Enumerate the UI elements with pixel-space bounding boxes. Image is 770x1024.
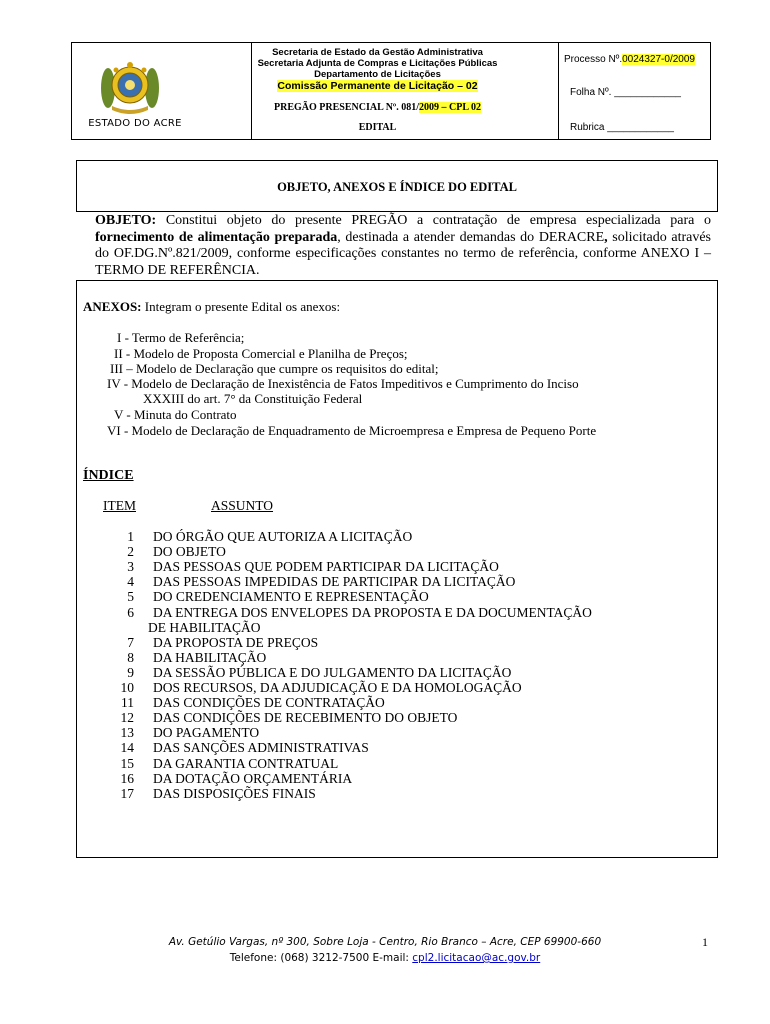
indice-item-number: 12	[120, 710, 134, 726]
indice-item-subject: DA GARANTIA CONTRATUAL	[153, 755, 339, 771]
indice-item-number: 8	[127, 649, 134, 665]
header-line-secretaria-adjunta: Secretaria Adjunta de Compras e Licitações Públicas	[257, 58, 498, 69]
objeto-bold: fornecimento de alimentação preparada	[95, 229, 338, 245]
footer-address: Av. Getúlio Vargas, nº 300, Sobre Loja - Centro, Rio Branco – Acre, CEP 69900-660	[168, 936, 602, 948]
pregao-highlight: 2009 – CPL 02	[419, 102, 481, 113]
indice-item-number: 6	[127, 604, 134, 620]
anexo-item: II - Modelo de Proposta Comercial e Planilha de Preços;	[114, 346, 408, 361]
anexos-intro-text: Integram o presente Edital os anexos:	[141, 299, 341, 314]
objeto-label: OBJETO:	[95, 213, 157, 228]
page-number: 1	[702, 935, 708, 949]
page-title: OBJETO, ANEXOS E ÍNDICE DO EDITAL	[277, 180, 517, 194]
indice-item-subject: DA SESSÃO PÚBLICA E DO JULGAMENTO DA LICITAÇÃO	[153, 664, 512, 680]
indice-item-number: 3	[127, 559, 134, 575]
processo-value: 0024327-0/2009	[622, 54, 695, 65]
anexo-item: VI - Modelo de Declaração de Enquadramento de Microempresa e Empresa de Pequeno Porte	[107, 423, 597, 438]
indice-item-subject: DAS CONDIÇÕES DE RECEBIMENTO DO OBJETO	[153, 710, 458, 726]
indice-item-number: 15	[120, 755, 134, 771]
pregao-prefix: PREGÃO PRESENCIAL Nº. 081/	[274, 102, 420, 113]
indice-item-subject: DA ENTREGA DOS ENVELOPES DA PROPOSTA E DA DOCUMENTAÇÃO	[153, 604, 592, 620]
header-line-secretaria: Secretaria de Estado da Gestão Administrativa	[272, 47, 483, 58]
indice-item-number: 11	[121, 695, 134, 711]
objeto-text: Constitui objeto do presente PREGÃO a contratação de empresa especializada para o	[156, 213, 711, 228]
header-line-departamento: Departamento de Licitações	[314, 69, 441, 80]
pregao-line	[250, 102, 505, 113]
estado-label: ESTADO DO ACRE	[88, 118, 182, 129]
indice-item-subject: DAS SANÇÕES ADMINISTRATIVAS	[153, 740, 369, 756]
anexos-intro	[83, 299, 340, 315]
processo-label: Processo Nº.	[564, 54, 623, 65]
objeto-text: solicitado através do OF.DG.Nº.821/2009, conforme especificações constantes no termo de referência, conforme ANEXO I – TERMO DE REFERÊNCIA.	[95, 229, 711, 278]
edital-label: EDITAL	[358, 122, 397, 133]
indice-item-subject: DA HABILITAÇÃO	[153, 649, 267, 665]
indice-item-subject: DA PROPOSTA DE PREÇOS	[153, 634, 319, 650]
indice-item-number: 2	[127, 544, 134, 560]
indice-item-subject: DA DOTAÇÃO ORÇAMENTÁRIA	[153, 770, 353, 786]
header-line-comissao	[250, 81, 505, 92]
footer-phone: Telefone: (068) 3212-7500 E-mail:	[229, 952, 413, 964]
indice-item-number: 14	[120, 740, 134, 756]
anexo-item: XXXIII do art. 7° da Constituição Federal	[143, 391, 363, 406]
objeto-text: , destinada a atender demandas do DERACRE	[337, 229, 605, 245]
header-divider	[558, 43, 559, 139]
anexo-item: III – Modelo de Declaração que cumpre os requisitos do edital;	[110, 361, 439, 376]
col-header-item: ITEM	[103, 498, 136, 513]
indice-heading: ÍNDICE	[83, 468, 134, 483]
anexo-item: I - Termo de Referência;	[117, 330, 245, 345]
rubrica-line: Rubrica ____________	[570, 122, 674, 133]
objeto-paragraph	[95, 213, 711, 279]
indice-item-number: 13	[120, 725, 134, 741]
email-link[interactable]: cpl2.licitacao@ac.gov.br	[412, 952, 541, 964]
indice-item-subject: DO CREDENCIAMENTO E REPRESENTAÇÃO	[153, 589, 429, 605]
indice-item-number: 16	[120, 770, 134, 786]
indice-item-number: 7	[127, 634, 134, 650]
indice-item-number: 1	[127, 529, 134, 544]
indice-item-number: 17	[120, 785, 134, 801]
indice-item-subject: DO PAGAMENTO	[153, 725, 260, 741]
objeto-bold: ,	[604, 229, 608, 245]
indice-item-subject: DO ÓRGÃO QUE AUTORIZA A LICITAÇÃO	[153, 529, 413, 544]
indice-item-subject: DAS DISPOSIÇÕES FINAIS	[153, 785, 316, 801]
processo-line	[564, 54, 695, 65]
indice-item-number: 5	[127, 589, 134, 605]
anexos-label: ANEXOS:	[83, 299, 142, 314]
folha-line: Folha Nº. ____________	[570, 87, 681, 98]
anexo-item: V - Minuta do Contrato	[114, 407, 237, 422]
indice-item-subject: DOS RECURSOS, DA ADJUDICAÇÃO E DA HOMOLOGAÇÃO	[153, 680, 522, 695]
comissao-highlight: Comissão Permanente de Licitação – 02	[277, 80, 478, 92]
indice-item-number: 10	[120, 680, 134, 695]
indice-item-number: 9	[127, 664, 134, 680]
indice-item-subject: DE HABILITAÇÃO	[148, 619, 261, 635]
indice-item-number: 4	[127, 574, 134, 590]
indice-item-subject: DAS CONDIÇÕES DE CONTRATAÇÃO	[153, 695, 385, 711]
col-header-assunto: ASSUNTO	[211, 498, 274, 513]
indice-item-subject: DAS PESSOAS IMPEDIDAS DE PARTICIPAR DA LICITAÇÃO	[153, 574, 516, 590]
indice-item-subject: DO OBJETO	[153, 544, 226, 560]
indice-item-subject: DAS PESSOAS QUE PODEM PARTICIPAR DA LICITAÇÃO	[153, 559, 499, 575]
coat-of-arms-logo	[98, 58, 162, 116]
anexo-item: IV - Modelo de Declaração de Inexistência de Fatos Impeditivos e Cumprimento do Inciso	[107, 376, 579, 391]
footer-contact	[0, 952, 770, 964]
